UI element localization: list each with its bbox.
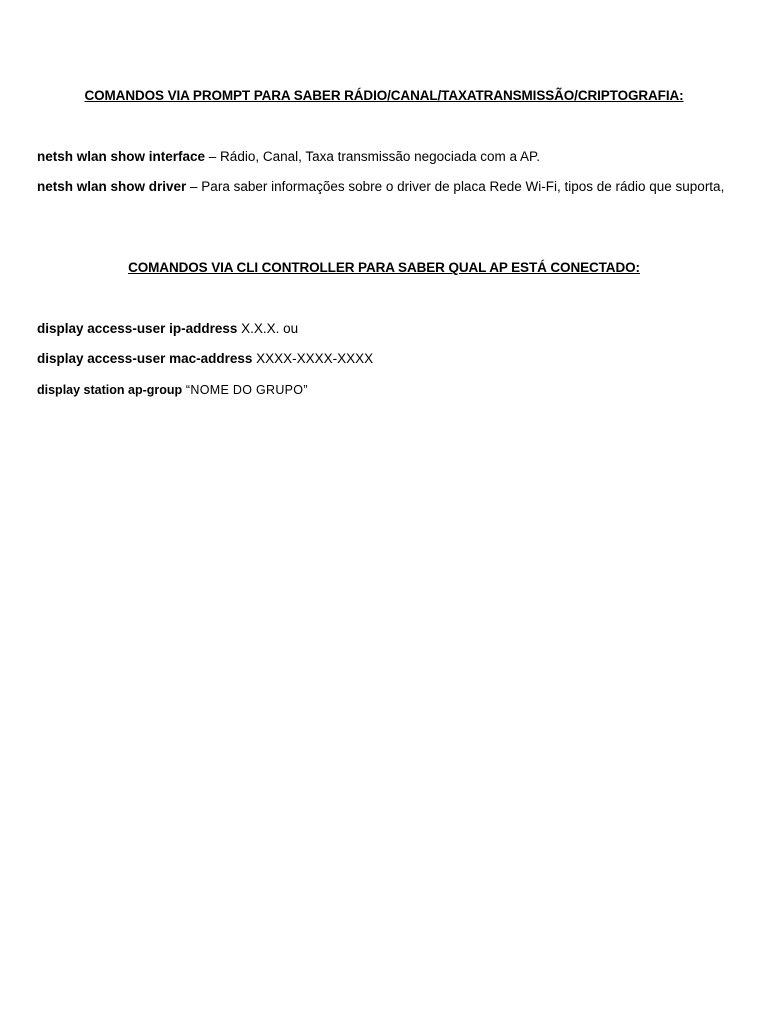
section-heading-cli-controller: COMANDOS VIA CLI CONTROLLER PARA SABER QUAL AP ESTÁ CONECTADO: (128, 260, 640, 275)
command-line-show-interface (37, 147, 737, 167)
command-text: display station ap-group (37, 383, 183, 397)
command-description: – Rádio, Canal, Taxa transmissão negociada com a AP. (205, 149, 540, 164)
command-line-station-ap-group (37, 380, 737, 400)
command-description: “NOME DO GRUPO” (182, 383, 308, 397)
command-line-access-user-mac (37, 349, 737, 369)
command-description: X.X.X. ou (237, 321, 299, 336)
command-text: netsh wlan show interface (37, 149, 206, 164)
command-line-access-user-ip (37, 319, 737, 339)
command-description: XXXX-XXXX-XXXX (252, 351, 374, 366)
command-description: – Para saber informações sobre o driver de placa Rede Wi-Fi, tipos de rádio que suporta, (186, 179, 725, 194)
section-heading-prompt: COMANDOS VIA PROMPT PARA SABER RÁDIO/CANAL/TAXATRANSMISSÃO/CRIPTOGRAFIA: (84, 88, 684, 103)
command-text: display access-user ip-address (37, 321, 238, 336)
command-text: display access-user mac-address (37, 351, 253, 366)
command-line-show-driver (37, 177, 737, 197)
command-text: netsh wlan show driver (37, 179, 187, 194)
